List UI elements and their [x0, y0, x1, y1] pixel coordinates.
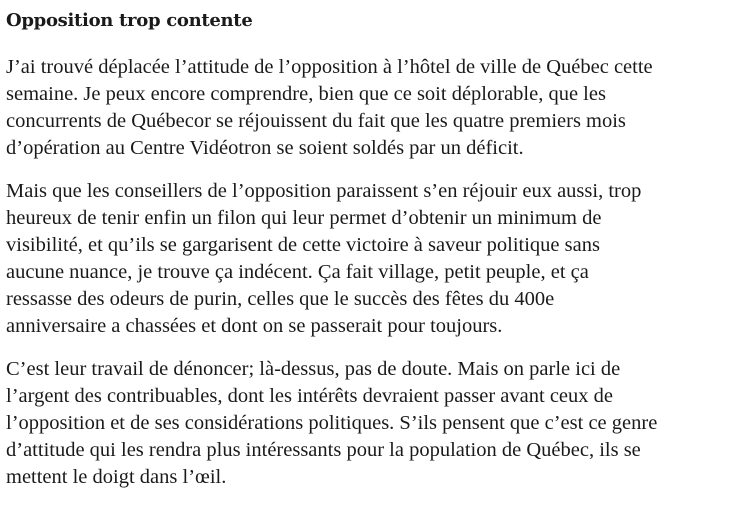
paragraph-3 [6, 356, 732, 491]
paragraph-line: aucune nuance, je trouve ça indécent. Ça fait village, petit peuple, et ça [6, 261, 589, 283]
paragraph-line: d’opération au Centre Vidéotron se soient soldés par un déficit. [6, 137, 524, 159]
article-title: Opposition trop contente [6, 10, 253, 31]
paragraph-line: C’est leur travail de dénoncer; là-dessus, pas de doute. Mais on parle ici de [6, 358, 621, 380]
paragraph-line: semaine. Je peux encore comprendre, bien que ce soit déplorable, que les [6, 83, 606, 105]
paragraph-line: ressasse des odeurs de purin, celles que le succès des fêtes du 400e [6, 288, 555, 310]
paragraph-line: mettent le doigt dans l’œil. [6, 466, 227, 488]
paragraph-line: J’ai trouvé déplacée l’attitude de l’opposition à l’hôtel de ville de Québec cette [6, 56, 653, 78]
paragraph-line: d’attitude qui les rendra plus intéressants pour la population de Québec, ils se [6, 439, 641, 461]
paragraph-line: anniversaire a chassées et dont on se passerait pour toujours. [6, 315, 503, 337]
paragraph-line: l’argent des contribuables, dont les intérêts devraient passer avant ceux de [6, 385, 614, 407]
paragraph-line: l’opposition et de ses considérations politiques. S’ils pensent que c’est ce genre [6, 412, 658, 434]
paragraph-2 [6, 178, 732, 340]
paragraph-line: visibilité, et qu’ils se gargarisent de cette victoire à saveur politique sans [6, 234, 600, 256]
paragraph-line: concurrents de Québecor se réjouissent du fait que les quatre premiers mois [6, 110, 626, 132]
article [6, 0, 732, 507]
paragraph-line: Mais que les conseillers de l’opposition paraissent s’en réjouir eux aussi, trop [6, 180, 642, 202]
paragraph-1 [6, 54, 732, 162]
paragraph-line: heureux de tenir enfin un filon qui leur permet d’obtenir un minimum de [6, 207, 602, 229]
